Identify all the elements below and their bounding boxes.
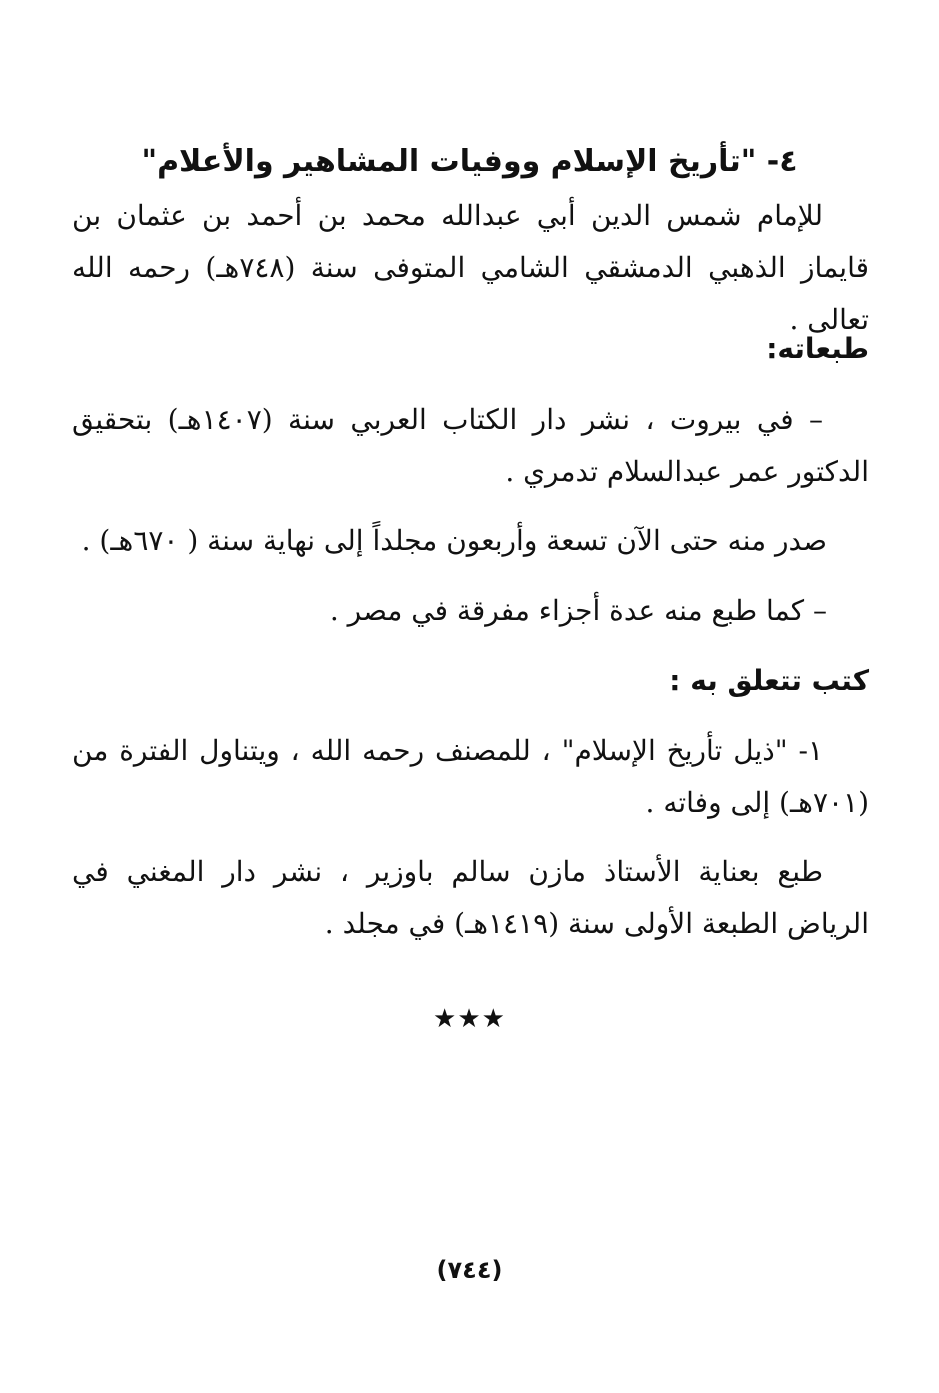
related-item-publication: طبع بعناية الأستاذ مازن سالم باوزير ، نشر دار المغني في الرياض الطبعة الأولى سنة (١٤١٩هـ) في مجلد . (72, 855, 869, 940)
edition-item-beirut: – في بيروت ، نشر دار الكتاب العربي سنة (١٤٠٧هـ) بتحقيق الدكتور عمر عبدالسلام تدمري . (72, 403, 869, 488)
edition-item-egypt: – كما طبع منه عدة أجزاء مفرقة في مصر . (329, 594, 827, 627)
editions-heading: طبعاته: (766, 332, 869, 365)
page-number: (٧٤٤) (436, 1256, 503, 1284)
intro-paragraph: للإمام شمس الدين أبي عبدالله محمد بن أحمد بن عثمان بن قايماز الذهبي الدمشقي الشامي المتوفى سنة (٧٤٨هـ) رحمه الله تعالى . (72, 199, 869, 336)
related-item-dhayl: ١- "ذيل تأريخ الإسلام" ، للمصنف رحمه الله ، ويتناول الفترة من (٧٠١هـ) إلى وفاته . (72, 734, 869, 819)
related-books-heading: كتب تتعلق به : (669, 664, 869, 697)
separator-stars: ★★★ (433, 1004, 506, 1034)
section-title: ٤- "تأريخ الإسلام ووفيات المشاهير والأعلام" (141, 144, 798, 179)
edition-item-volumes: صدر منه حتى الآن تسعة وأربعون مجلداً إلى نهاية سنة ( ٦٧٠هـ) . (81, 524, 827, 557)
